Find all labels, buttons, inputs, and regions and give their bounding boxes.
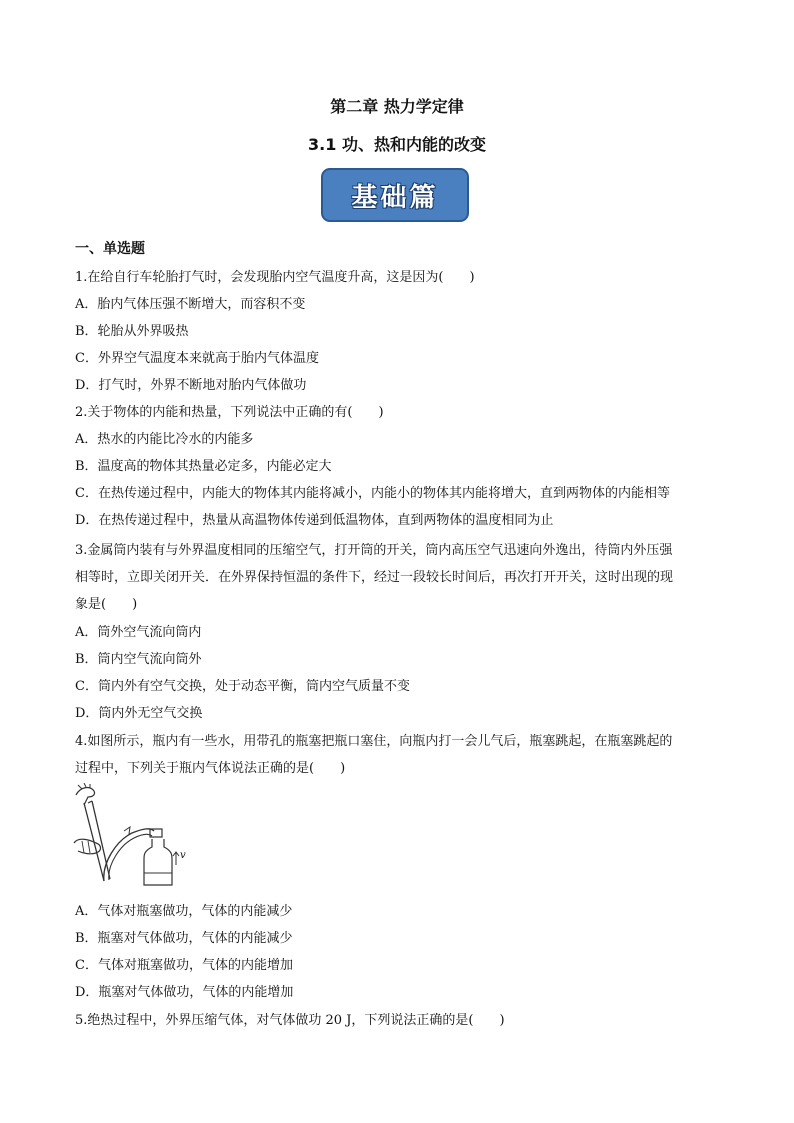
bottle-pump-figure [72, 783, 184, 891]
question-3-option-b: B．筒内空气流向筒外 [75, 652, 202, 667]
question-3-stem-line-1: 3.金属筒内装有与外界温度相同的压缩空气，打开筒的开关，筒内高压空气迅速向外逸出，待筒内外压强 [75, 543, 673, 558]
question-1-option-a: A．胎内气体压强不断增大，而容积不变 [75, 297, 306, 312]
question-3-stem-line-3: 象是( ) [75, 597, 138, 612]
chapter-title: 第二章 热力学定律 [330, 97, 464, 116]
level-badge [321, 168, 469, 222]
question-3-option-c: C．筒内外有空气交换，处于动态平衡，筒内空气质量不变 [75, 679, 410, 694]
question-4-stem-line-2: 过程中，下列关于瓶内气体说法正确的是( ) [75, 761, 346, 776]
question-4-option-d: D．瓶塞对气体做功，气体的内能增加 [75, 985, 294, 1000]
question-2-option-b: B．温度高的物体其热量必定多，内能必定大 [75, 459, 332, 474]
question-3-stem-line-2: 相等时，立即关闭开关．在外界保持恒温的条件下，经过一段较长时间后，再次打开开关，这时出现的现 [75, 570, 674, 585]
badge-label: 基础篇 [351, 182, 439, 213]
question-2-option-d: D．在热传递过程中，热量从高温物体传递到低温物体，直到两物体的温度相同为止 [75, 513, 554, 528]
question-1-option-b: B．轮胎从外界吸热 [75, 324, 189, 339]
question-4-option-c: C．气体对瓶塞做功，气体的内能增加 [75, 958, 293, 973]
question-4-option-a: A．气体对瓶塞做功，气体的内能减少 [75, 904, 293, 919]
question-2-option-a: A．热水的内能比冷水的内能多 [75, 432, 254, 447]
figure-velocity-label: v [180, 850, 186, 861]
part-heading: 一、单选题 [75, 241, 145, 257]
section-title: 3.1 功、热和内能的改变 [308, 135, 486, 154]
question-2-stem: 2.关于物体的内能和热量，下列说法中正确的有( ) [75, 405, 384, 420]
question-5-stem: 5.绝热过程中，外界压缩气体，对气体做功 20 J，下列说法正确的是( ) [75, 1013, 505, 1028]
question-4-stem-line-1: 4.如图所示，瓶内有一些水，用带孔的瓶塞把瓶口塞住，向瓶内打一会儿气后，瓶塞跳起，在瓶塞跳起的 [75, 734, 673, 749]
question-1-option-d: D．打气时，外界不断地对胎内气体做功 [75, 378, 307, 393]
question-1-stem: 1.在给自行车轮胎打气时，会发现胎内空气温度升高，这是因为( ) [75, 270, 475, 285]
question-3-option-a: A．筒外空气流向筒内 [75, 625, 202, 640]
question-2-option-c: C．在热传递过程中，内能大的物体其内能将减小，内能小的物体其内能将增大，直到两物体的内能相等 [75, 486, 670, 501]
question-4-option-b: B．瓶塞对气体做功，气体的内能减少 [75, 931, 293, 946]
question-1-option-c: C．外界空气温度本来就高于胎内气体温度 [75, 351, 319, 366]
question-3-option-d: D．筒内外无空气交换 [75, 706, 203, 721]
